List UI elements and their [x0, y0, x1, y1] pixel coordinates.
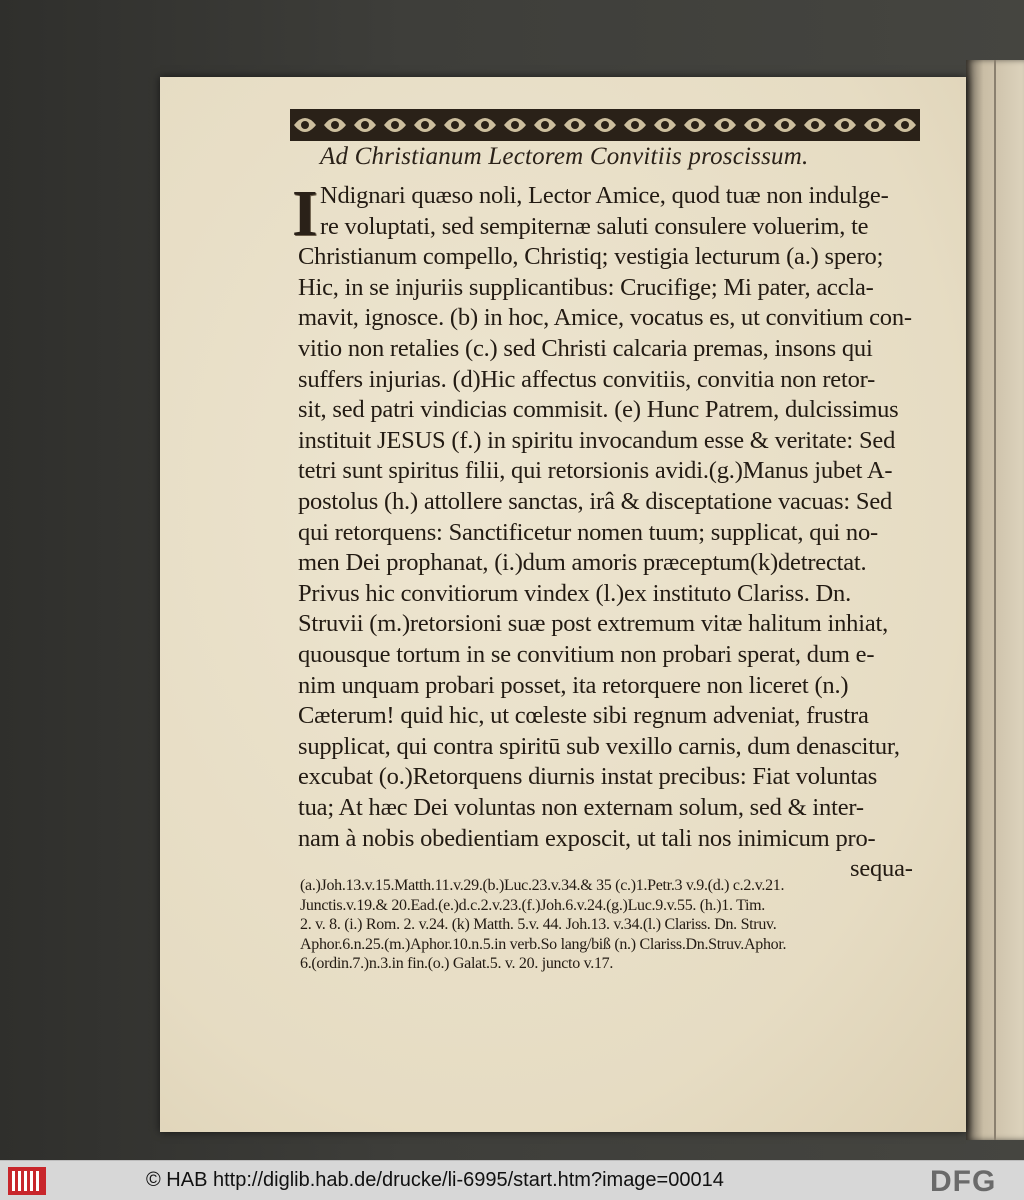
body-line: Christianum compello, Christiq; vestigia lecturum (a.) spero;: [298, 243, 884, 271]
body-line: quousque tortum in se convitium non probari sperat, dum e-: [298, 641, 875, 668]
dfg-logo: DFG: [930, 1165, 997, 1198]
body-line: nam à nobis obedientiam exposcit, ut tali nos inimicum pro-: [298, 824, 876, 852]
book-page: [160, 77, 966, 1132]
body-line: men Dei prophanat, (i.)dum amoris præceptum(k)detrectat.: [298, 549, 867, 577]
body-line: vitio non retalies (c.) sed Christi calcaria premas, insons qui: [298, 335, 873, 362]
body-line: Struvii (m.)retorsioni suæ post extremum vitæ halitum inhiat,: [298, 610, 889, 638]
body-line: Cæterum! quid hic, ut cœleste sibi regnum adveniat, frustra: [298, 702, 869, 730]
footnote-line: (a.)Joh.13.v.15.Matth.11.v.29.(b.)Luc.23.v.34.& 35 (c.)1.Petr.3 v.9.(d.) c.2.v.21.: [300, 877, 785, 894]
body-line: sequa-: [850, 855, 913, 883]
hab-logo-icon: [8, 1167, 46, 1195]
footnote-line: 2. v. 8. (i.) Rom. 2. v.24. (k) Matth. 5.v. 44. Joh.13. v.34.(l.) Clariss. Dn. Struv.: [300, 916, 777, 933]
caption-text[interactable]: © HAB http://diglib.hab.de/drucke/li-6995/start.htm?image=00014: [146, 1169, 724, 1191]
body-line: tua; At hæc Dei voluntas non externam solum, sed & inter-: [298, 794, 864, 821]
page-gutter-line: [994, 60, 996, 1140]
body-line: instituit JESUS (f.) in spiritu invocandum esse & veritate: Sed: [298, 426, 896, 454]
body-line: postolus (h.) attollere sanctas, irâ & disceptatione vacuas: Sed: [298, 488, 893, 515]
body-line: Ndignari quæso noli, Lector Amice, quod tuæ non indulge-: [320, 182, 889, 209]
adjacent-page-edge: [966, 60, 1024, 1140]
page-heading: Ad Christianum Lectorem Convitiis proscissum.: [320, 143, 809, 170]
footnote-line: Junctis.v.19.& 20.Ead.(e.)d.c.2.v.23.(f.)Joh.6.v.24.(g.)Luc.9.v.55. (h.)1. Tim.: [300, 896, 765, 914]
body-line: qui retorquens: Sanctificetur nomen tuum; supplicat, qui no-: [298, 518, 878, 546]
body-line: mavit, ignosce. (b) in hoc, Amice, vocatus es, ut convitium con-: [298, 304, 912, 332]
body-line: tetri sunt spiritus filii, qui retorsionis avidi.(g.)Manus jubet A-: [298, 457, 893, 485]
body-line: nim unquam probari posset, ita retorquere non liceret (n.): [298, 671, 849, 699]
ornamental-border: [290, 107, 920, 143]
body-line: suffers injurias. (d)Hic affectus convitiis, convitia non retor-: [298, 365, 876, 393]
initial-capital: I: [292, 177, 318, 250]
footnote-line: 6.(ordin.7.)n.3.in fin.(o.) Galat.5. v. 20. juncto v.17.: [300, 955, 614, 972]
body-line: excubat (o.)Retorquens diurnis instat precibus: Fiat voluntas: [298, 763, 878, 791]
body-line: supplicat, qui contra spiritū sub vexillo carnis, dum denascitur,: [298, 732, 900, 760]
body-line: re voluptati, sed sempiternæ saluti consulere voluerim, te: [320, 212, 869, 240]
caption-bar: [0, 1160, 1024, 1200]
body-line: sit, sed patri vindicias commisit. (e) Hunc Patrem, dulcissimus: [298, 396, 899, 424]
body-line: Hic, in se injuriis supplicantibus: Crucifige; Mi pater, accla-: [298, 273, 874, 301]
body-line: Privus hic convitiorum vindex (l.)ex instituto Clariss. Dn.: [298, 579, 852, 607]
footnote-line: Aphor.6.n.25.(m.)Aphor.10.n.5.in verb.So lang/biß (n.) Clariss.Dn.Struv.Aphor.: [300, 935, 787, 953]
